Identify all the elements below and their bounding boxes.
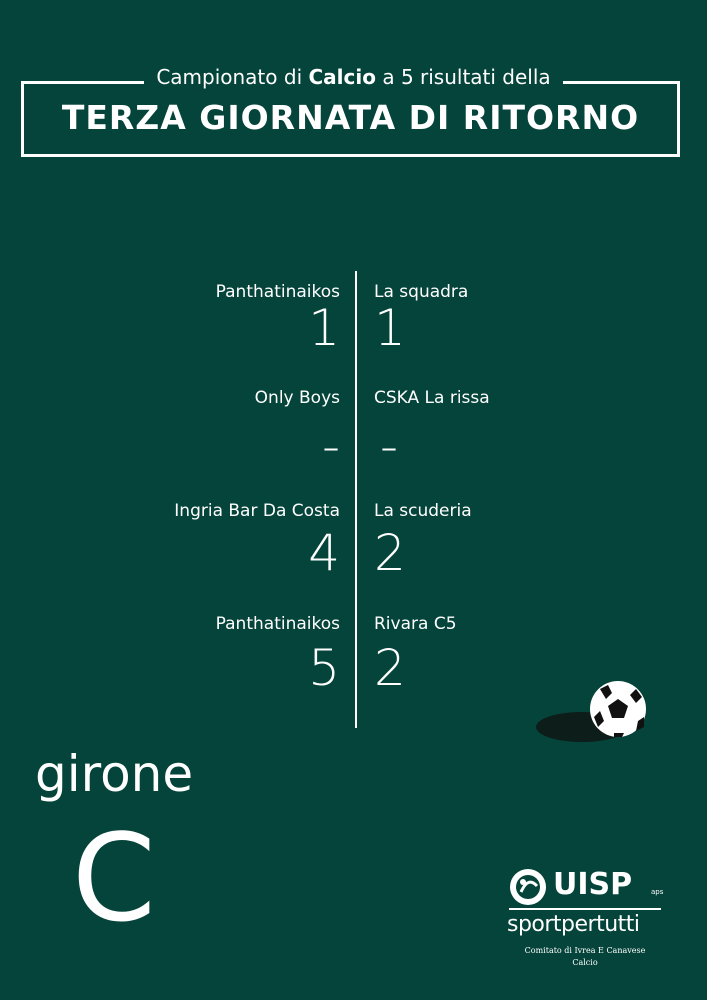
match-3-home-team: Ingria Bar Da Costa <box>174 501 340 521</box>
match-4-home-team: Panthatinaikos <box>215 614 340 634</box>
girone-letter: C <box>72 810 156 949</box>
match-3-home-score: 4 <box>308 524 340 582</box>
match-3-away-team: La scuderia <box>374 501 472 521</box>
soccer-ball-icon <box>536 677 651 747</box>
logo-divider <box>509 908 661 910</box>
match-1-home-score: 1 <box>308 299 340 357</box>
match-4-home-score: 5 <box>308 639 340 697</box>
match-4-away-team: Rivara C5 <box>374 614 457 634</box>
header-pre: Campionato di <box>156 65 303 89</box>
logo-brand: UISP <box>553 867 633 902</box>
logo-committee: Comitato di Ivrea E Canavese <box>524 946 646 955</box>
page-title: TERZA GIORNATA DI RITORNO <box>61 98 640 137</box>
match-3-away-score: 2 <box>374 524 406 582</box>
match-2-away-score: - <box>380 417 399 475</box>
match-1-away-score: 1 <box>374 299 406 357</box>
match-2-away-team: CSKA La rissa <box>374 388 490 408</box>
logo-aps: aps <box>651 888 664 896</box>
match-1-away-team: La squadra <box>374 282 469 302</box>
logo-tagline: sportpertutti <box>507 912 640 937</box>
girone-label: girone <box>35 745 194 803</box>
header-post: a 5 risultati della <box>382 65 551 89</box>
uisp-emblem-icon <box>507 868 549 906</box>
header-bold: Calcio <box>308 65 376 89</box>
match-2-home-team: Only Boys <box>254 388 340 408</box>
logo-discipline: Calcio <box>572 958 598 967</box>
match-1-home-team: Panthatinaikos <box>215 282 340 302</box>
header-subtitle <box>0 62 707 92</box>
match-2-home-score: - <box>321 417 340 475</box>
score-divider <box>355 271 357 728</box>
match-4-away-score: 2 <box>374 639 406 697</box>
